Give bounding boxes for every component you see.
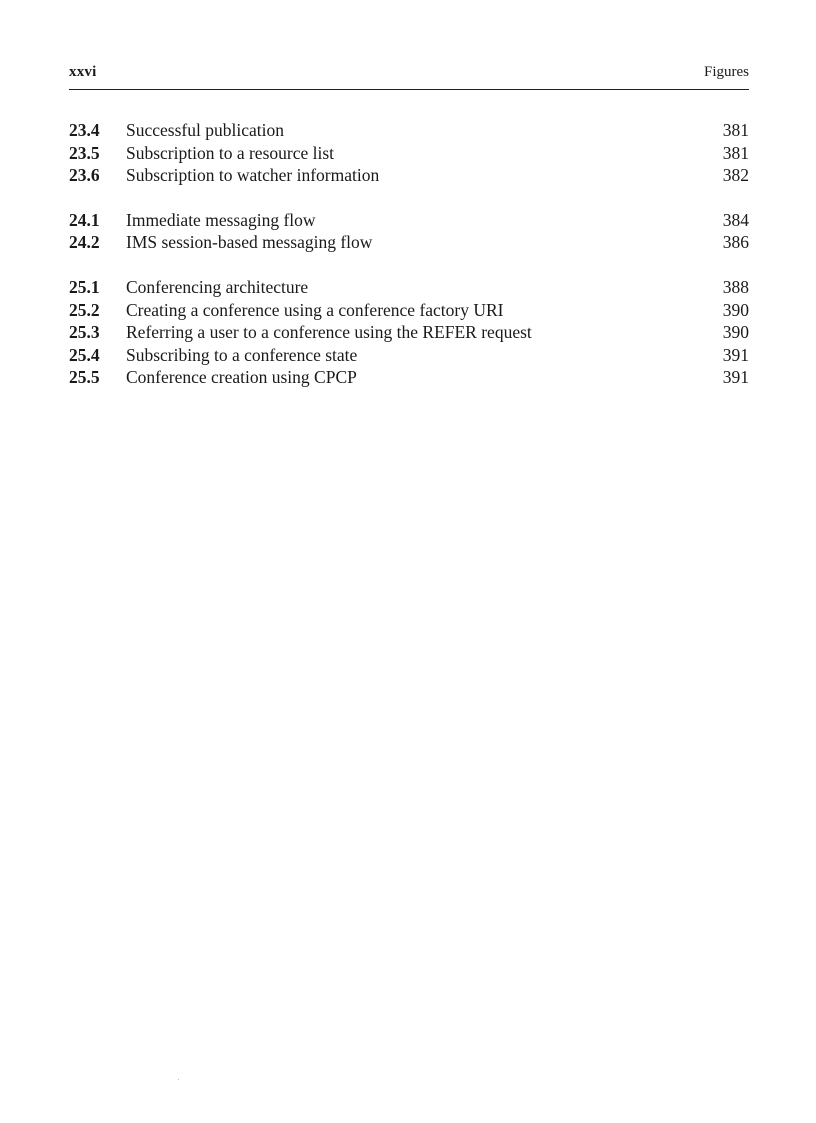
figure-entry [69, 142, 749, 165]
figure-page: 381 [722, 120, 749, 140]
section-title: Figures [704, 64, 749, 80]
figure-number: 23.5 [69, 142, 100, 163]
figure-number: 24.2 [69, 232, 100, 253]
figure-entry [69, 119, 749, 142]
figure-page: 381 [722, 142, 749, 163]
figure-entry [69, 299, 749, 322]
figure-entry [69, 231, 749, 254]
figure-title: Conference creation using CPCP [126, 367, 357, 388]
figure-entry [69, 209, 749, 232]
figure-title: IMS session-based messaging flow [126, 232, 373, 253]
figure-title: Subscription to watcher information [126, 165, 380, 186]
figure-entry [69, 164, 749, 187]
figure-number: 23.6 [69, 165, 100, 186]
header-rule [69, 89, 749, 90]
figure-page: 388 [722, 276, 749, 297]
figure-group-chapter-24 [69, 209, 749, 254]
figure-entry [69, 344, 749, 367]
figure-group-chapter-23 [69, 119, 749, 187]
running-head [69, 64, 749, 86]
figure-page: 390 [722, 299, 749, 320]
figure-number: 25.1 [69, 276, 100, 297]
figure-title: Conferencing architecture [126, 276, 309, 297]
figure-title: Creating a conference using a conference factory URI [126, 299, 504, 320]
figure-group-chapter-25 [69, 276, 749, 389]
page-number: xxvi [69, 64, 97, 80]
figure-page: 386 [722, 232, 749, 253]
figure-title: Referring a user to a conference using the REFER request [126, 322, 532, 343]
figure-number: 25.4 [69, 344, 100, 365]
figure-page: 391 [722, 344, 749, 365]
figure-entry [69, 366, 749, 389]
figure-entry [69, 321, 749, 344]
figure-number: 25.3 [69, 322, 100, 343]
figure-number: 24.1 [69, 209, 100, 230]
figure-number: 25.2 [69, 299, 100, 320]
figure-number: 23.4 [69, 120, 100, 140]
figure-page: 382 [722, 165, 749, 186]
figure-title: Subscribing to a conference state [126, 344, 358, 365]
figure-list [69, 119, 749, 389]
figure-number: 25.5 [69, 367, 100, 388]
figure-title: Immediate messaging flow [126, 209, 316, 230]
figure-title: Subscription to a resource list [126, 142, 335, 163]
figure-page: 390 [722, 322, 749, 343]
figure-page: 391 [722, 367, 749, 388]
scan-speck [178, 1079, 179, 1080]
figure-page: 384 [722, 209, 749, 230]
figure-title: Successful publication [126, 120, 284, 140]
figure-entry [69, 276, 749, 299]
